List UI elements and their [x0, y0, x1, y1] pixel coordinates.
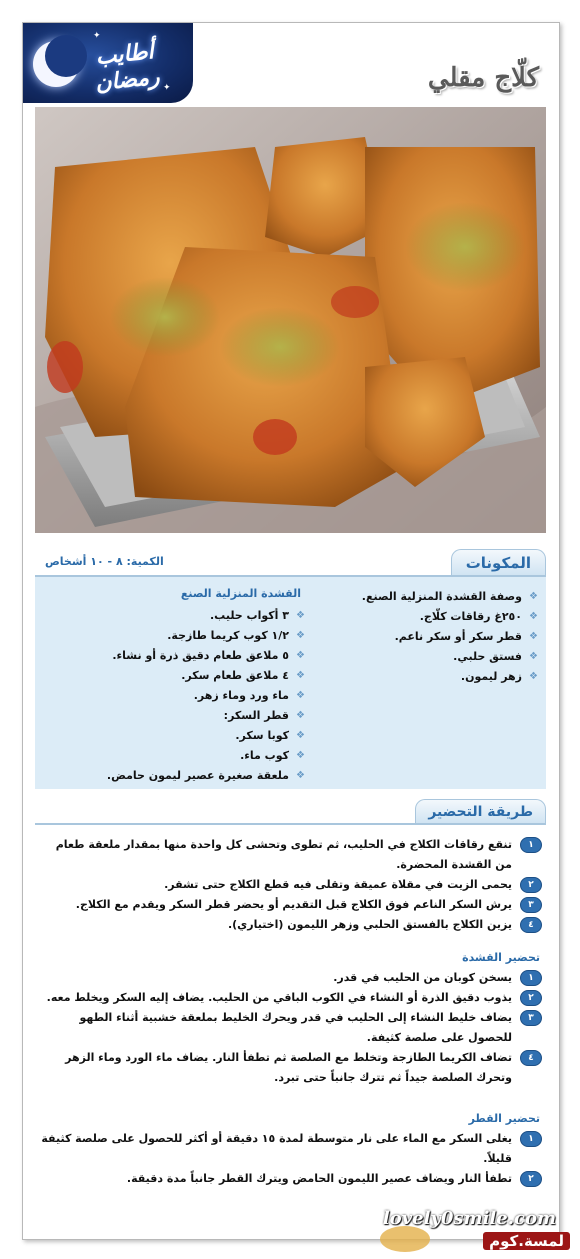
ingredient-item [43, 666, 305, 686]
ingredient-item [43, 686, 305, 706]
step-number-badge: ١ [520, 970, 542, 986]
ingredient-text: ٥ ملاعق طعام دقيق ذرة أو نشاء. [112, 649, 289, 662]
ingredient-item [43, 606, 305, 626]
step-item [35, 1129, 546, 1169]
step-text: يذوب دقيق الذرة أو النشاء في الكوب الباقي من الحليب. يضاف إليه السكر ويخلط معه. [46, 991, 512, 1004]
bullet-icon: ❖ [296, 750, 305, 761]
bullet-icon: ❖ [529, 611, 538, 622]
step-item [35, 915, 546, 935]
ingredient-item [308, 627, 538, 647]
ingredient-text: وصفة القشدة المنزلية الصنع. [361, 590, 522, 603]
step-number-badge: ٣ [520, 1010, 542, 1026]
watermark-ar: لمسة.كوم [483, 1232, 570, 1250]
step-number-badge: ٤ [520, 917, 542, 933]
ingredient-text: زهر ليمون. [460, 670, 522, 683]
step-text: يزين الكلاج بالفستق الحلبي وزهر الليمون (اختياري). [227, 918, 512, 931]
bullet-icon: ❖ [296, 650, 305, 661]
ingredient-item [43, 626, 305, 646]
ingredient-text: قطر سكر أو سكر ناعم. [394, 630, 522, 643]
bullet-icon: ❖ [296, 630, 305, 641]
bullet-icon: ❖ [296, 690, 305, 701]
recipe-photo [35, 107, 546, 533]
recipe-title: كلّاج مقلي [427, 63, 539, 93]
preparation-header [35, 799, 546, 825]
preparation-panel [35, 823, 546, 1225]
star-icon: ✦ [93, 31, 101, 41]
step-item [35, 1169, 546, 1189]
step-item [35, 1048, 546, 1088]
ingredient-text: كوبا سكر. [235, 729, 289, 742]
step-item [35, 875, 546, 895]
ingredient-text: ٣ أكواب حليب. [210, 609, 289, 622]
bullet-icon: ❖ [529, 671, 538, 682]
ingredient-item [308, 667, 538, 687]
star-icon: ✦ [163, 83, 171, 93]
cream-prep-heading: تحضير القشدة [462, 951, 540, 964]
step-text: يرش السكر الناعم فوق الكلاج قبل التقديم أو يحضر قطر السكر ويقدم مع الكلاج. [75, 898, 512, 911]
step-text: يضاف خليط النشاء إلى الحليب في قدر ويحرك الخليط بملعقة خشبية أثناء الطهو للحصول على صلصة كثيفة. [79, 1011, 512, 1044]
bullet-icon: ❖ [296, 670, 305, 681]
cream-heading: القشدة المنزلية الصنع [180, 587, 301, 600]
syrup-prep-heading: تحضير القطر [468, 1112, 540, 1125]
step-text: تنقع رقاقات الكلاج في الحليب، ثم تطوى وتحشى كل واحدة منها بمقدار ملعقة طعام من القشدة المحضرة. [55, 838, 512, 871]
step-number-badge: ١ [520, 1131, 542, 1147]
ingredient-text: ٤ ملاعق طعام سكر. [181, 669, 289, 682]
preparation-tab: طريقة التحضير [415, 799, 546, 824]
step-number-badge: ٤ [520, 1050, 542, 1066]
step-number-badge: ٢ [520, 877, 542, 893]
step-item [35, 835, 546, 875]
bullet-icon: ❖ [296, 610, 305, 621]
step-item [35, 895, 546, 915]
bullet-icon: ❖ [296, 770, 305, 781]
ingredient-text: ماء ورد وماء زهر. [193, 689, 289, 702]
ingredients-panel [35, 575, 546, 789]
ingredient-text: قطر السكر: [223, 709, 289, 722]
bullet-icon: ❖ [529, 651, 538, 662]
ingredient-text: ١/٢ كوب كريما طازجة. [167, 629, 289, 642]
step-text: تضاف الكريما الطازجة وتخلط مع الصلصة ثم تطفأ النار. يضاف ماء الورد وماء الزهر وتحرك الصلصة جيداً ثم تترك جانباً حتى تبرد. [65, 1051, 512, 1084]
emblem-icon [380, 1226, 430, 1252]
ingredient-item [308, 647, 538, 667]
ingredient-item [43, 646, 305, 666]
cream-ingredients [43, 587, 305, 786]
step-text: يحمى الزيت في مقلاة عميقة وتقلى فيه قطع الكلاج حتى تشقر. [164, 878, 512, 891]
step-text: يسخن كوبان من الحليب في قدر. [333, 971, 512, 984]
step-item [35, 988, 546, 1008]
step-item [35, 968, 546, 988]
step-number-badge: ٣ [520, 897, 542, 913]
main-ingredients [308, 587, 538, 687]
ingredient-item [308, 607, 538, 627]
logo-text: أطايب رمضان [93, 38, 161, 97]
step-number-badge: ٢ [520, 1171, 542, 1187]
ingredient-item [43, 746, 305, 766]
recipe-card [22, 22, 560, 1240]
footer-watermark [0, 1208, 580, 1259]
servings-quantity: الكمية: ٨ - ١٠ أشخاص [45, 555, 164, 568]
ingredient-item [43, 706, 305, 726]
ingredient-text: فستق حلبي. [453, 650, 522, 663]
ingredients-tab: المكونات [451, 549, 546, 576]
ingredients-header [35, 549, 546, 575]
ingredient-item [43, 766, 305, 786]
ramadan-logo [23, 23, 193, 103]
step-item [35, 1008, 546, 1048]
bullet-icon: ❖ [529, 591, 538, 602]
watermark-en: lovely0smile.com [382, 1208, 556, 1229]
bullet-icon: ❖ [296, 730, 305, 741]
step-text: يغلى السكر مع الماء على نار متوسطة لمدة ١٥ دقيقة أو أكثر للحصول على صلصة كثيفة قليلاً. [41, 1132, 512, 1165]
ingredient-text: ٢٥٠غ رقاقات كلّاج. [419, 610, 522, 623]
ingredient-item [43, 726, 305, 746]
ingredient-item [308, 587, 538, 607]
header-banner [23, 23, 559, 111]
step-text: تطفأ النار ويضاف عصير الليمون الحامض ويترك القطر جانباً مدة دقيقة. [126, 1172, 512, 1185]
bullet-icon: ❖ [296, 710, 305, 721]
ingredient-text: ملعقة صغيرة عصير ليمون حامض. [106, 769, 289, 782]
step-number-badge: ١ [520, 837, 542, 853]
ingredient-text: كوب ماء. [240, 749, 289, 762]
step-number-badge: ٢ [520, 990, 542, 1006]
bullet-icon: ❖ [529, 631, 538, 642]
